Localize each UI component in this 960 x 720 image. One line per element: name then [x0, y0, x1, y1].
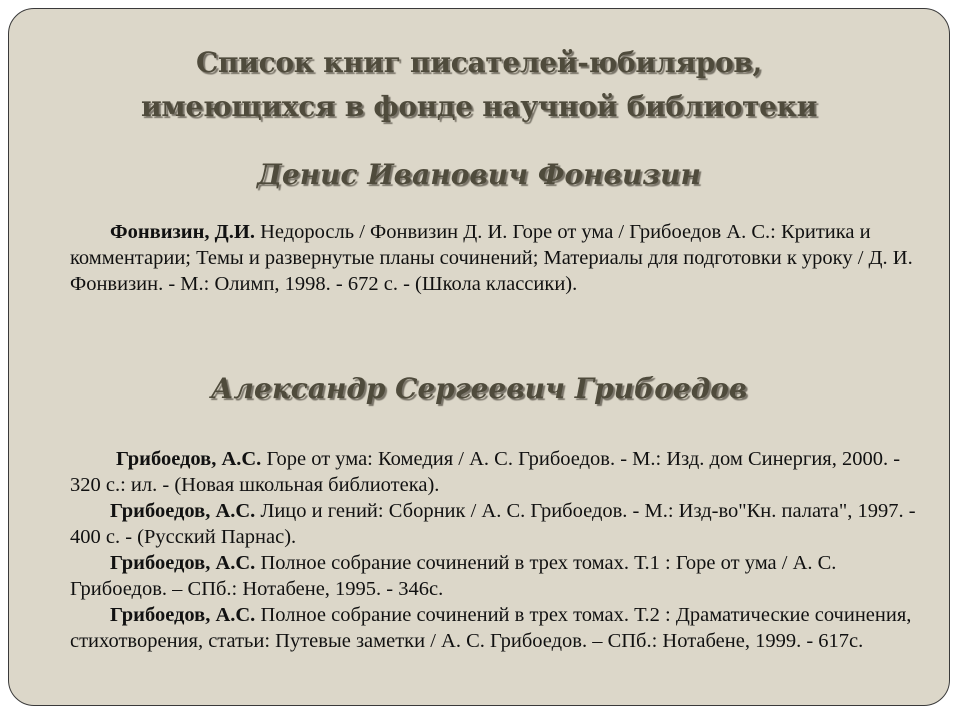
bibliography-list [70, 219, 920, 297]
title-line-1: Список книг писателей-юбиляров, [196, 46, 762, 79]
title-line-2: имеющихся в фонде научной библиотеки [140, 90, 818, 123]
bibliography-entry [70, 219, 920, 297]
section-author-heading: Денис Иванович Фонвизин [257, 158, 701, 191]
entry-text: Лицо и гений: Сборник / А. С. Грибоедов. - М.: Изд-во"Кн. палата", 1997. - 400 с. - (Русский Парнас). [70, 500, 916, 548]
entry-author: Грибоедов, А.С. [110, 552, 256, 574]
entry-text: Горе от ума: Комедия / А. С. Грибоедов. - М.: Изд. дом Синергия, 2000. - 320 с.: ил. - (Новая школьная библиотека). [70, 448, 901, 496]
slide [8, 8, 950, 706]
bibliography-list [70, 446, 920, 654]
entry-text: Недоросль / Фонвизин Д. И. Горе от ума / Грибоедов А. С.: Критика и комментарии; Темы и развернутые планы сочинений; Материалы для подготовки к уроку / Д. И. Фонвизин. - М.: Олимп, 1998. - 672 с. - (Школа классики). [70, 221, 913, 295]
entry-author: Грибоедов, А.С. [116, 448, 262, 470]
entry-text: Полное собрание сочинений в трех томах. Т.1 : Горе от ума / А. С. Грибоедов. – СПб.: Нотабене, 1995. - 346с. [70, 552, 837, 600]
slide-title [9, 41, 949, 129]
entry-text: Полное собрание сочинений в трех томах. Т.2 : Драматические сочинения, стихотворения, статьи: Путевые заметки / А. С. Грибоедов. – СПб.: Нотабене, 1999. - 617с. [70, 604, 912, 652]
bibliography-entry [70, 446, 920, 498]
entry-author: Фонвизин, Д.И. [110, 221, 255, 243]
entry-author: Грибоедов, А.С. [110, 500, 256, 522]
entry-author: Грибоедов, А.С. [110, 604, 256, 626]
bibliography-entry [70, 498, 920, 550]
bibliography-entry [70, 602, 920, 654]
bibliography-entry [70, 550, 920, 602]
section-author-heading: Александр Сергеевич Грибоедов [210, 372, 748, 405]
